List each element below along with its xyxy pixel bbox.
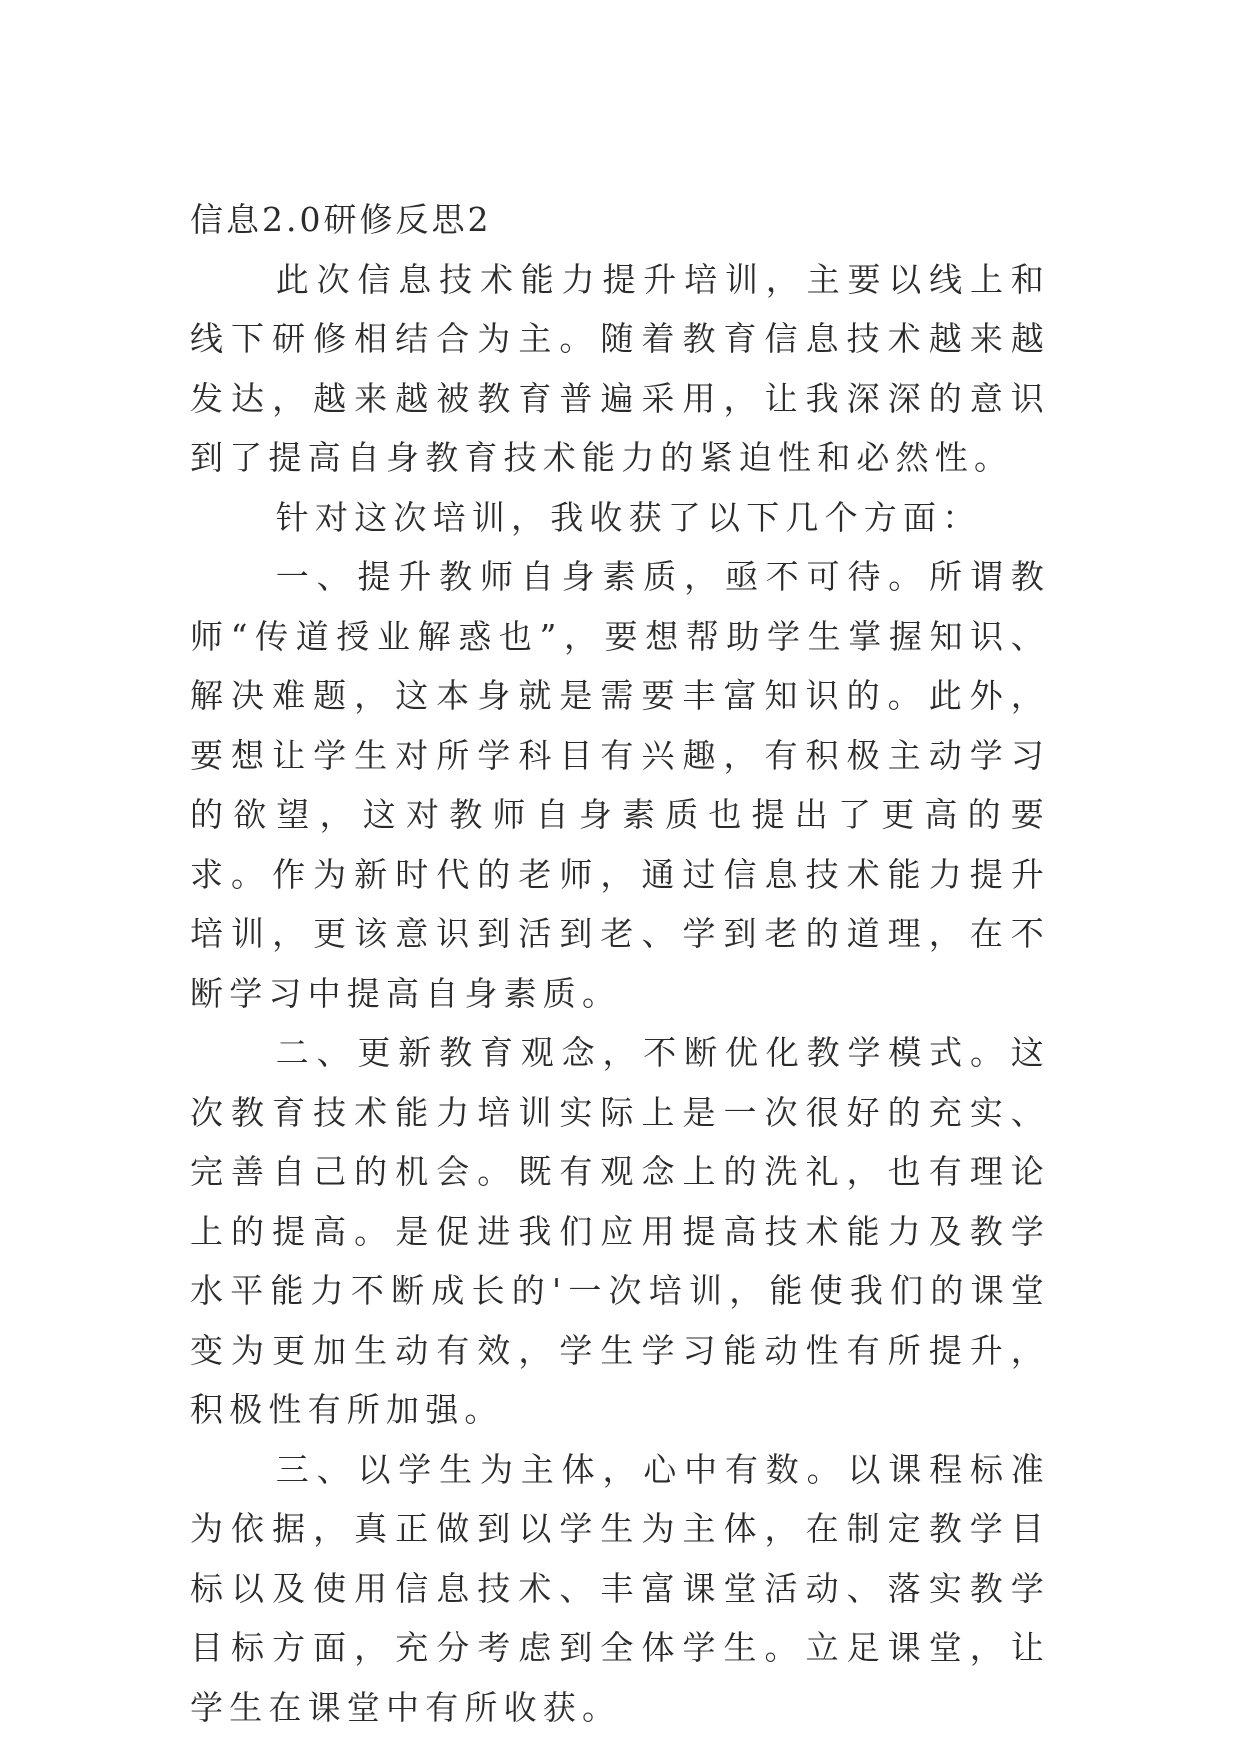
paragraph-summary: 针对这次培训，我收获了以下几个方面： bbox=[275, 497, 982, 537]
paragraph-point-two: 二、更新教育观念，不断优化教学模式。这次教育技术能力培训实际上是一次很好的充实、完善自己的机会。既有观念上的洗礼，也有理论上的提高。是促进我们应用提高技术能力及教学水平能力不断成长的'一次培训，能使我们的课堂变为更加生动有效，学生学习能动性有所提升，积极性有所加强。 bbox=[190, 1033, 1050, 1429]
paragraph-intro: 此次信息技术能力提升培训，主要以线上和线下研修相结合为主。随着教育信息技术越来越发达，越来越被教育普遍采用，让我深深的意识到了提高自身教育技术能力的紧迫性和必然性。 bbox=[190, 259, 1050, 477]
document-title: 信息2.0研修反思2 bbox=[190, 200, 492, 239]
document-body bbox=[190, 190, 1050, 1737]
paragraph-point-one: 一、提升教师自身素质，亟不可待。所谓教师“传道授业解惑也”，要想帮助学生掌握知识、解决难题，这本身就是需要丰富知识的。此外，要想让学生对所学科目有兴趣，有积极主动学习的欲望，这对教师自身素质也提出了更高的要求。作为新时代的老师，通过信息技术能力提升培训，更该意识到活到老、学到老的道理，在不断学习中提高自身素质。 bbox=[190, 557, 1050, 1013]
paragraph-point-three: 三、以学生为主体，心中有数。以课程标准为依据，真正做到以学生为主体，在制定教学目标以及使用信息技术、丰富课堂活动、落实教学目标方面，充分考虑到全体学生。立足课堂，让学生在课堂中有所收获。 bbox=[190, 1449, 1050, 1727]
